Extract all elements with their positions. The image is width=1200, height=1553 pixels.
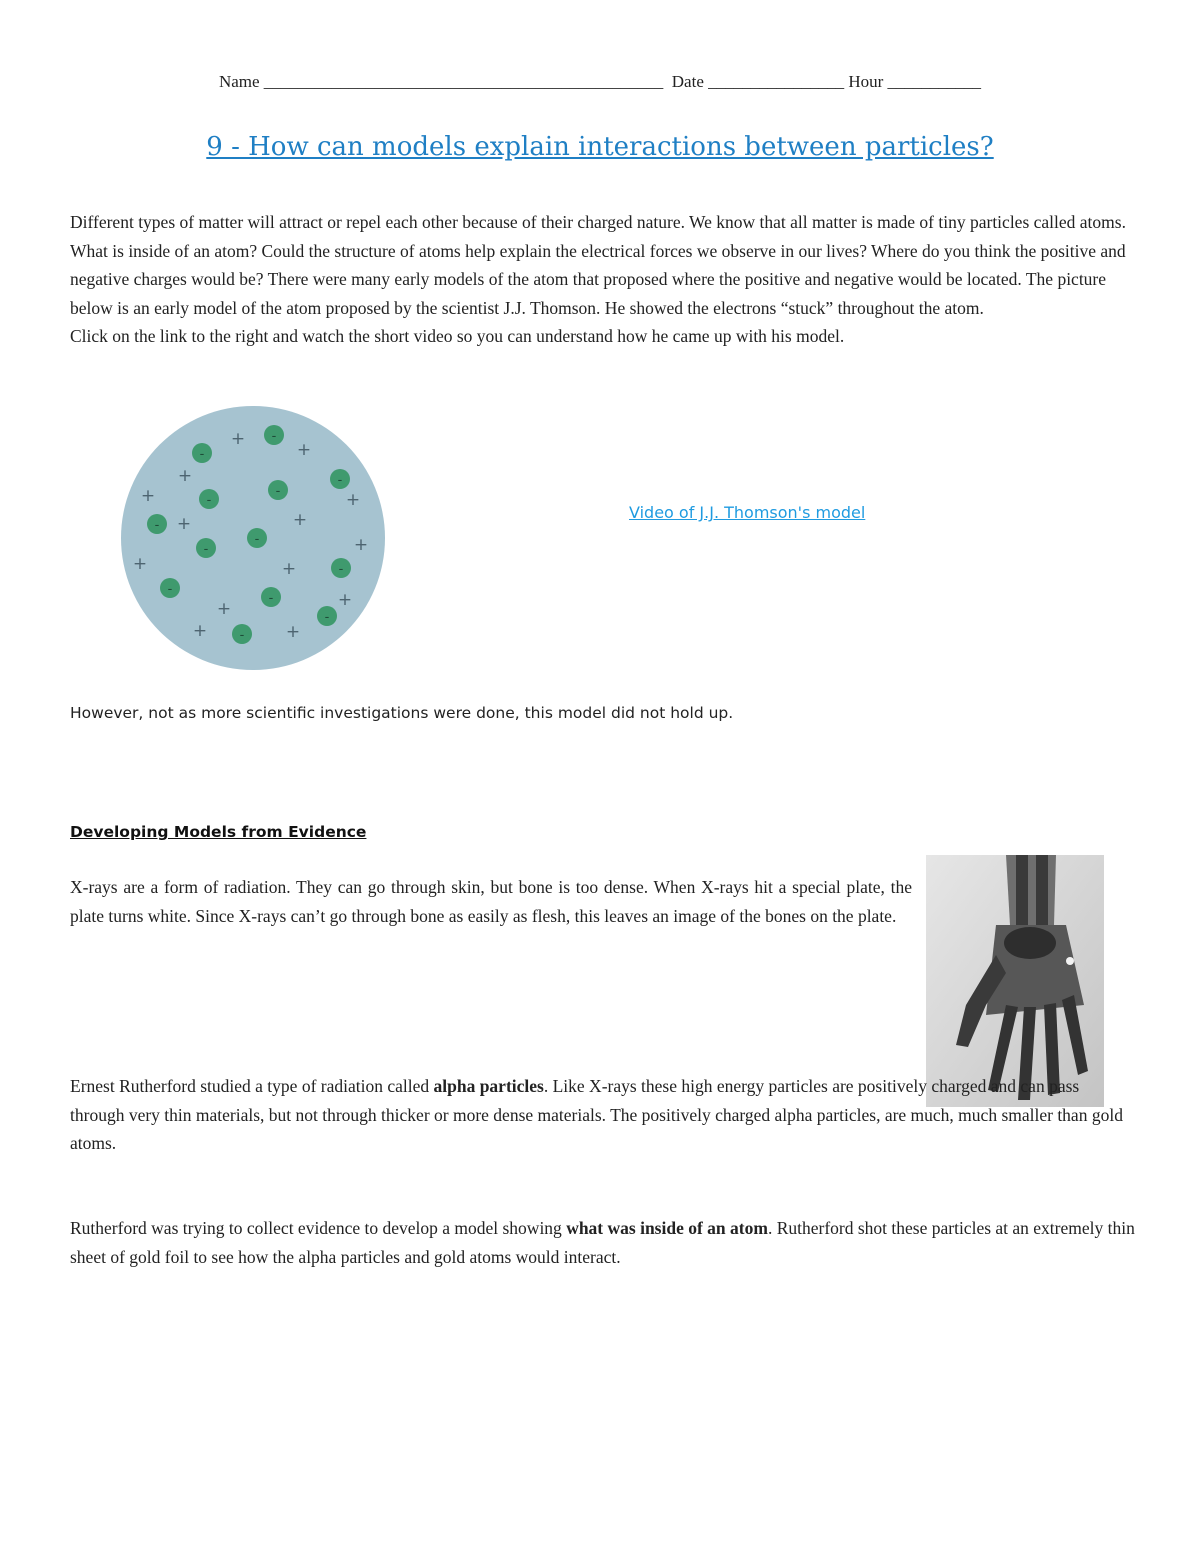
electron-sign-12: - (324, 610, 330, 625)
positive-charge-10: + (281, 559, 297, 579)
xray-paragraph: X-rays are a form of radiation. They can go through skin, but bone is too dense. When X-rays hit a special plate, the plate turns white. Since X-rays can’t go through bone as easily as flesh, this leaves an image of the bones on the plate. (70, 877, 912, 926)
positive-charge-8: + (353, 535, 369, 555)
electron-sign-1: - (199, 447, 205, 462)
thomson-video-link[interactable]: Video of J.J. Thomson's model (629, 503, 866, 522)
electron-sign-9: - (338, 562, 344, 577)
alpha-particles-term: alpha particles (433, 1076, 544, 1096)
electron-sign-6: - (154, 518, 160, 533)
positive-charge-7: + (292, 510, 308, 530)
positive-charge-6: + (176, 514, 192, 534)
section-heading: Developing Models from Evidence (70, 823, 367, 841)
positive-charge-2: + (296, 440, 312, 460)
positive-charge-4: + (140, 486, 156, 506)
rutherford-paragraph-1 (70, 1072, 1132, 1158)
thomson-atom-diagram (120, 405, 390, 675)
hand-xray-image (926, 855, 1104, 1107)
electron-sign-4: - (206, 493, 212, 508)
positive-charge-14: + (285, 622, 301, 642)
electron-sign-7: - (254, 532, 260, 547)
intro-section (70, 208, 1132, 351)
hand-xray-icon (926, 855, 1104, 1107)
inside-atom-term: what was inside of an atom (566, 1218, 768, 1238)
ruth2-text-a: Rutherford was trying to collect evidence to develop a model showing (70, 1218, 567, 1238)
positive-charge-13: + (192, 621, 208, 641)
electron-sign-13: - (239, 628, 245, 643)
intro-instruction: Click on the link to the right and watch the short video so you can understand how he came up with his model. (70, 326, 845, 346)
ruth2-text-b: . Rutherford shot these particles at an extremely thin sheet of gold foil to see how the alpha particles and gold atoms would interact. (70, 1218, 1135, 1267)
positive-charge-12: + (337, 590, 353, 610)
ruth1-text-b: . Like X-rays these high energy particles are positively charged and can pass through very thin materials, but not through thicker or more dense materials. The positively charged alpha particles, are much, much smaller than gold atoms. (70, 1076, 1123, 1153)
electron-sign-10: - (167, 582, 173, 597)
positive-charge-11: + (216, 599, 232, 619)
page-title: 9 - How can models explain interactions between particles? (206, 132, 994, 162)
electron-sign-11: - (268, 591, 274, 606)
electron-sign-3: - (337, 473, 343, 488)
electron-sign-5: - (275, 484, 281, 499)
electron-sign-2: - (271, 429, 277, 444)
positive-charge-9: + (132, 554, 148, 574)
positive-charge-1: + (230, 429, 246, 449)
name-date-hour-line: Name _______________________________________________ Date ________________ Hour ___________ (218, 72, 982, 91)
positive-charge-3: + (177, 466, 193, 486)
however-sentence: However, not as more scientific investigations were done, this model did not hold up. (70, 704, 734, 722)
electron-sign-8: - (203, 542, 209, 557)
rutherford-paragraph-2 (70, 1214, 1140, 1271)
positive-charge-5: + (345, 490, 361, 510)
ruth1-text-a: Ernest Rutherford studied a type of radiation called (70, 1076, 434, 1096)
intro-paragraph: Different types of matter will attract or repel each other because of their charged nature. We know that all matter is made of tiny particles called atoms. What is inside of an atom? Could the structure of atoms help explain the electrical forces we observe in our lives? Where do you think the positive and negative charges would be? There were many early models of the atom that proposed where the positive and negative would be located. The picture below is an early model of the atom proposed by the scientist J.J. Thomson. He showed the electrons “stuck” throughout the atom. (70, 212, 1126, 318)
